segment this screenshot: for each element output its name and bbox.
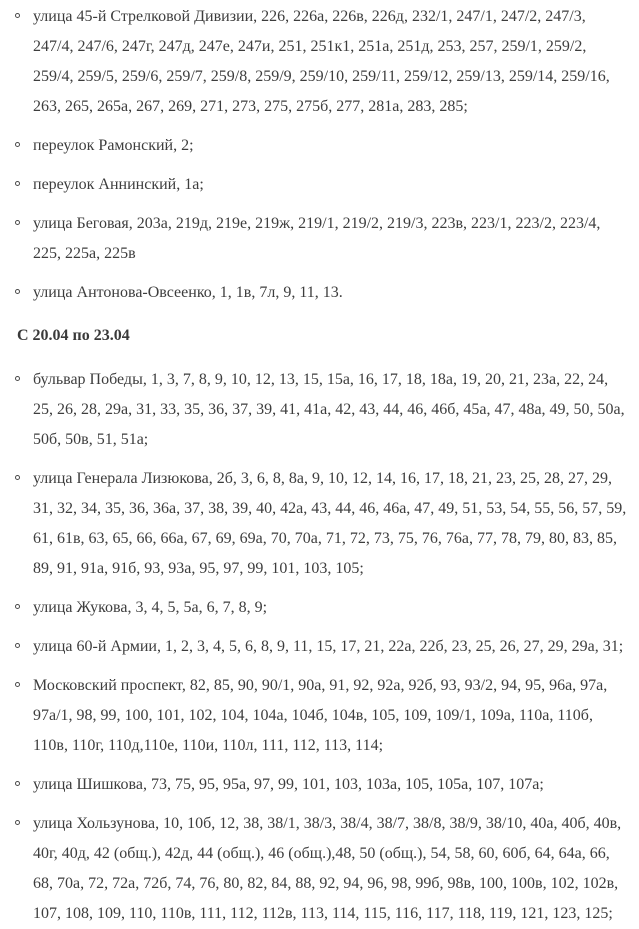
street-addresses: Московский проспект, 82, 85, 90, 90/1, 90а, 91, 92, 92а, 92б, 93, 93/2, 94, 95, 96а, 97а, 97а/1, 98, 99, 100, 101, 102, 104, 104а, 104б, 104в, 105, 109, 109/1, 109а, 110а, 110б, 110в, 110г, 110д,110е, 110и, 110л, 111, 112, 113, 114; bbox=[33, 677, 608, 754]
list-item bbox=[0, 170, 627, 200]
street-addresses: улица Антонова-Овсеенко, 1, 1в, 7л, 9, 11, 13. bbox=[33, 284, 343, 301]
street-list-period-2 bbox=[0, 365, 627, 929]
bullet-icon bbox=[15, 376, 20, 381]
period-date-heading: С 20.04 по 23.04 bbox=[17, 327, 130, 344]
bullet-icon bbox=[15, 13, 20, 18]
bullet-icon bbox=[15, 181, 20, 186]
street-addresses: улица 45-й Стрелковой Дивизии, 226, 226а, 226в, 226д, 232/1, 247/1, 247/2, 247/3, 247/4, 247/6, 247г, 247д, 247е, 247и, 251, 251к1, 251а, 251д, 253, 257, 259/1, 259/2, 259/4, 259/5, 259/6, 259/7, 259/8, 259/9, 259/10, 259/11, 259/12, 259/13, 259/14, 259/16, 263, 265, 265а, 267, 269, 271, 273, 275, 275б, 277, 281а, 283, 285; bbox=[33, 8, 610, 115]
street-addresses: улица Шишкова, 73, 75, 95, 95а, 97, 99, 101, 103, 103а, 105, 105а, 107, 107а; bbox=[33, 776, 544, 793]
bullet-icon bbox=[15, 142, 20, 147]
street-addresses: улица 60-й Армии, 1, 2, 3, 4, 5, 6, 8, 9, 11, 15, 17, 21, 22а, 22б, 23, 25, 26, 27, 29, 29а, 31; bbox=[33, 638, 624, 655]
street-addresses: улица Хользунова, 10, 10б, 12, 38, 38/1, 38/3, 38/4, 38/7, 38/8, 38/9, 38/10, 40а, 40б, 40в, 40г, 40д, 42 (общ.), 42д, 44 (общ.), 46 (общ.),48, 50 (общ.), 54, 58, 60, 60б, 64, 64а, 66, 68, 70а, 72, 72а, 72б, 74, 76, 80, 82, 84, 88, 92, 94, 96, 98, 99б, 98в, 100, 100в, 102, 102в, 107, 108, 109, 110, 110в, 111, 112, 112в, 113, 114, 115, 116, 117, 118, 119, 121, 123, 125; bbox=[33, 815, 622, 922]
bullet-icon bbox=[15, 220, 20, 225]
bullet-icon bbox=[15, 820, 20, 825]
bullet-icon bbox=[15, 643, 20, 648]
list-item bbox=[0, 809, 627, 929]
bullet-icon bbox=[15, 781, 20, 786]
bullet-icon bbox=[15, 682, 20, 687]
list-item bbox=[0, 632, 627, 662]
list-item bbox=[0, 671, 627, 761]
street-addresses: улица Жукова, 3, 4, 5, 5а, 6, 7, 8, 9; bbox=[33, 599, 268, 616]
bullet-icon bbox=[15, 289, 20, 294]
list-item bbox=[0, 464, 627, 584]
list-item bbox=[0, 365, 627, 455]
list-item bbox=[0, 770, 627, 800]
street-addresses: переулок Рамонский, 2; bbox=[33, 137, 194, 154]
street-addresses: улица Беговая, 203а, 219д, 219е, 219ж, 219/1, 219/2, 219/3, 223в, 223/1, 223/2, 223/4, 225, 225а, 225в bbox=[33, 215, 601, 262]
street-addresses: улица Генерала Лизюкова, 2б, 3, 6, 8, 8а, 9, 10, 12, 14, 16, 17, 18, 21, 23, 25, 28, 27, 29, 31, 32, 34, 35, 36, 36а, 37, 38, 39, 40, 42а, 43, 44, 46, 46а, 47, 49, 51, 53, 54, 55, 56, 57, 59, 61, 61в, 63, 65, 66, 66а, 67, 69, 69а, 70, 70а, 71, 72, 73, 75, 76, 76а, 77, 78, 79, 80, 83, 85, 89, 91, 91а, 91б, 93, 93а, 95, 97, 99, 101, 103, 105; bbox=[33, 470, 627, 577]
bullet-icon bbox=[15, 475, 20, 480]
street-addresses: переулок Аннинский, 1а; bbox=[33, 176, 204, 193]
list-item bbox=[0, 278, 627, 308]
list-item bbox=[0, 131, 627, 161]
street-addresses: бульвар Победы, 1, 3, 7, 8, 9, 10, 12, 13, 15, 15а, 16, 17, 18, 18а, 19, 20, 21, 23а, 22, 24, 25, 26, 28, 29а, 31, 33, 35, 36, 37, 39, 41, 41а, 42, 43, 44, 46, 46б, 45а, 47, 48а, 49, 50, 50а, 50б, 50в, 51, 51а; bbox=[33, 371, 625, 448]
bullet-icon bbox=[15, 604, 20, 609]
list-item bbox=[0, 593, 627, 623]
list-item bbox=[0, 2, 627, 122]
street-list-period-1 bbox=[0, 2, 627, 308]
list-item bbox=[0, 209, 627, 269]
